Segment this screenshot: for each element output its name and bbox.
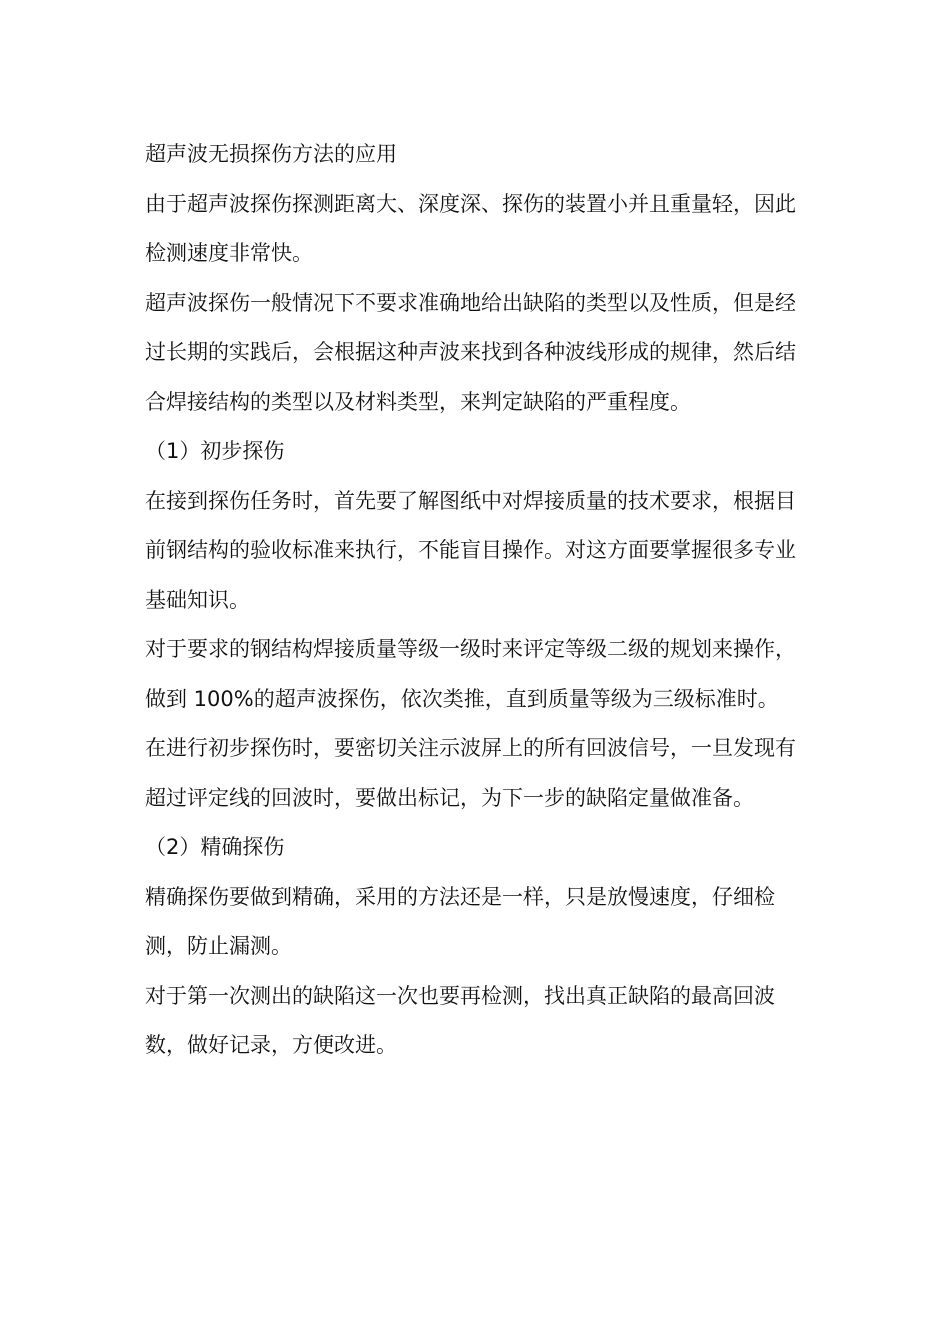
intro-paragraph-2: 超声波探伤一般情况下不要求准确地给出缺陷的类型以及性质，但是经过长期的实践后，会根据这种声波来找到各种波线形成的规律，然后结合焊接结构的类型以及材料类型，来判定缺陷的严重程度。 xyxy=(145,290,796,414)
section2-paragraph-2: 对于第一次测出的缺陷这一次也要再检测，找出真正缺陷的最高回波数，做好记录，方便改进。 xyxy=(145,983,775,1057)
section-heading-initial-inspection: （1）初步探伤 xyxy=(145,439,285,463)
document-body xyxy=(145,130,815,1071)
section1-paragraph-1: 在接到探伤任务时，首先要了解图纸中对焊接质量的技术要求，根据目前钢结构的验收标准来执行，不能盲目操作。对这方面要掌握很多专业基础知识。 xyxy=(145,488,796,612)
section1-paragraph-2: 对于要求的钢结构焊接质量等级一级时来评定等级二级的规划来操作，做到 100%的超声波探伤，依次类推，直到质量等级为三级标准时。 xyxy=(145,637,796,711)
section2-paragraph-1: 精确探伤要做到精确，采用的方法还是一样，只是放慢速度，仔细检测，防止漏测。 xyxy=(145,884,775,958)
section-heading-precise-inspection: （2）精确探伤 xyxy=(145,835,285,859)
intro-paragraph-1: 由于超声波探伤探测距离大、深度深、探伤的装置小并且重量轻，因此检测速度非常快。 xyxy=(145,191,796,265)
document-title: 超声波无损探伤方法的应用 xyxy=(145,142,397,166)
section1-paragraph-3: 在进行初步探伤时，要密切关注示波屏上的所有回波信号，一旦发现有超过评定线的回波时，要做出标记，为下一步的缺陷定量做准备。 xyxy=(145,736,796,810)
